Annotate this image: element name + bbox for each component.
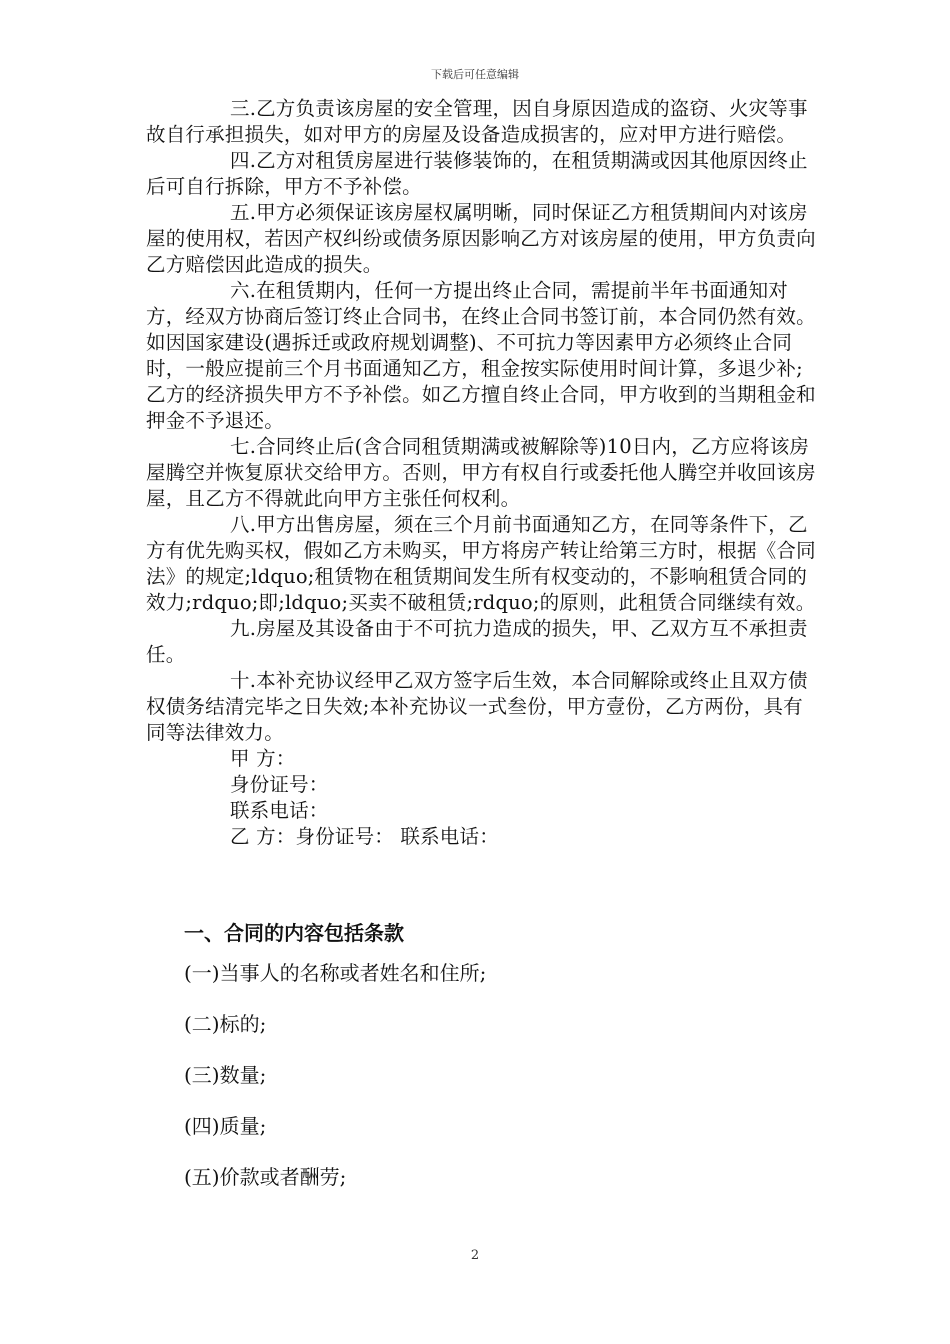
clause-10: 十.本补充协议经甲乙双方签字后生效，本合同解除或终止且双方债权债务结清完毕之日失效;本补充协议一式叁份，甲方壹份，乙方两份，具有同等法律效力。 (146, 669, 808, 744)
section-title: 一、合同的内容包括条款 (184, 921, 404, 945)
clause-6: 六.在租赁期内，任何一方提出终止合同，需提前半年书面通知对方，经双方协商后签订终止合同书，在终止合同书签订前，本合同仍然有效。如因国家建设(遇拆迁或政府规划调整)、不可抗力等因素甲方必须终止合同时，一般应提前三个月书面通知乙方，租金按实际使用时间计算，多退少补;乙方的经济损失甲方不予补偿。如乙方擅自终止合同，甲方收到的当期租金和押金不予退还。 (146, 279, 816, 432)
list-item: (四)质量; (184, 1114, 267, 1138)
list-item: (一)当事人的名称或者姓名和住所; (184, 961, 487, 985)
clause-8: 八.甲方出售房屋，须在三个月前书面通知乙方，在同等条件下，乙方有优先购买权，假如乙方未购买，甲方将房产转让给第三方时，根据《合同法》的规定;ldquo;租赁物在租赁期间发生所有权变动的，不影响租赁合同的效力;rdquo;即;ldquo;买卖不破租赁;rdquo;的原则，此租赁合同继续有效。 (146, 513, 816, 614)
signature-party-a: 甲 方： (230, 747, 296, 770)
list-item: (二)标的; (184, 1012, 267, 1036)
page-header-note: 下载后可任意编辑 (431, 68, 519, 81)
clause-5: 五.甲方必须保证该房屋权属明晰，同时保证乙方租赁期间内对该房屋的使用权，若因产权纠纷或债务原因影响乙方对该房屋的使用，甲方负责向乙方赔偿因此造成的损失。 (146, 201, 816, 276)
clause-3: 三.乙方负责该房屋的安全管理，因自身原因造成的盗窃、火灾等事故自行承担损失，如对甲方的房屋及设备造成损害的，应对甲方进行赔偿。 (146, 97, 808, 146)
clause-7: 七.合同终止后(含合同租赁期满或被解除等)10日内，乙方应将该房屋腾空并恢复原状交给甲方。否则，甲方有权自行或委托他人腾空并收回该房屋，且乙方不得就此向甲方主张任何权利。 (146, 435, 816, 510)
signature-party-b: 乙 方：身份证号： 联系电话： (230, 825, 499, 848)
list-item: (三)数量; (184, 1063, 267, 1087)
clause-4: 四.乙方对租赁房屋进行装修装饰的，在租赁期满或因其他原因终止后可自行拆除，甲方不予补偿。 (146, 149, 808, 198)
list-item: (五)价款或者酬劳; (184, 1165, 347, 1189)
contract-terms-section (184, 918, 804, 1213)
signature-phone: 联系电话： (230, 799, 329, 822)
page-number: 2 (470, 1248, 480, 1263)
signature-id-number: 身份证号： (230, 773, 329, 796)
clause-9: 九.房屋及其设备由于不可抗力造成的损失，甲、乙双方互不承担责任。 (146, 617, 808, 666)
contract-body (146, 96, 818, 850)
